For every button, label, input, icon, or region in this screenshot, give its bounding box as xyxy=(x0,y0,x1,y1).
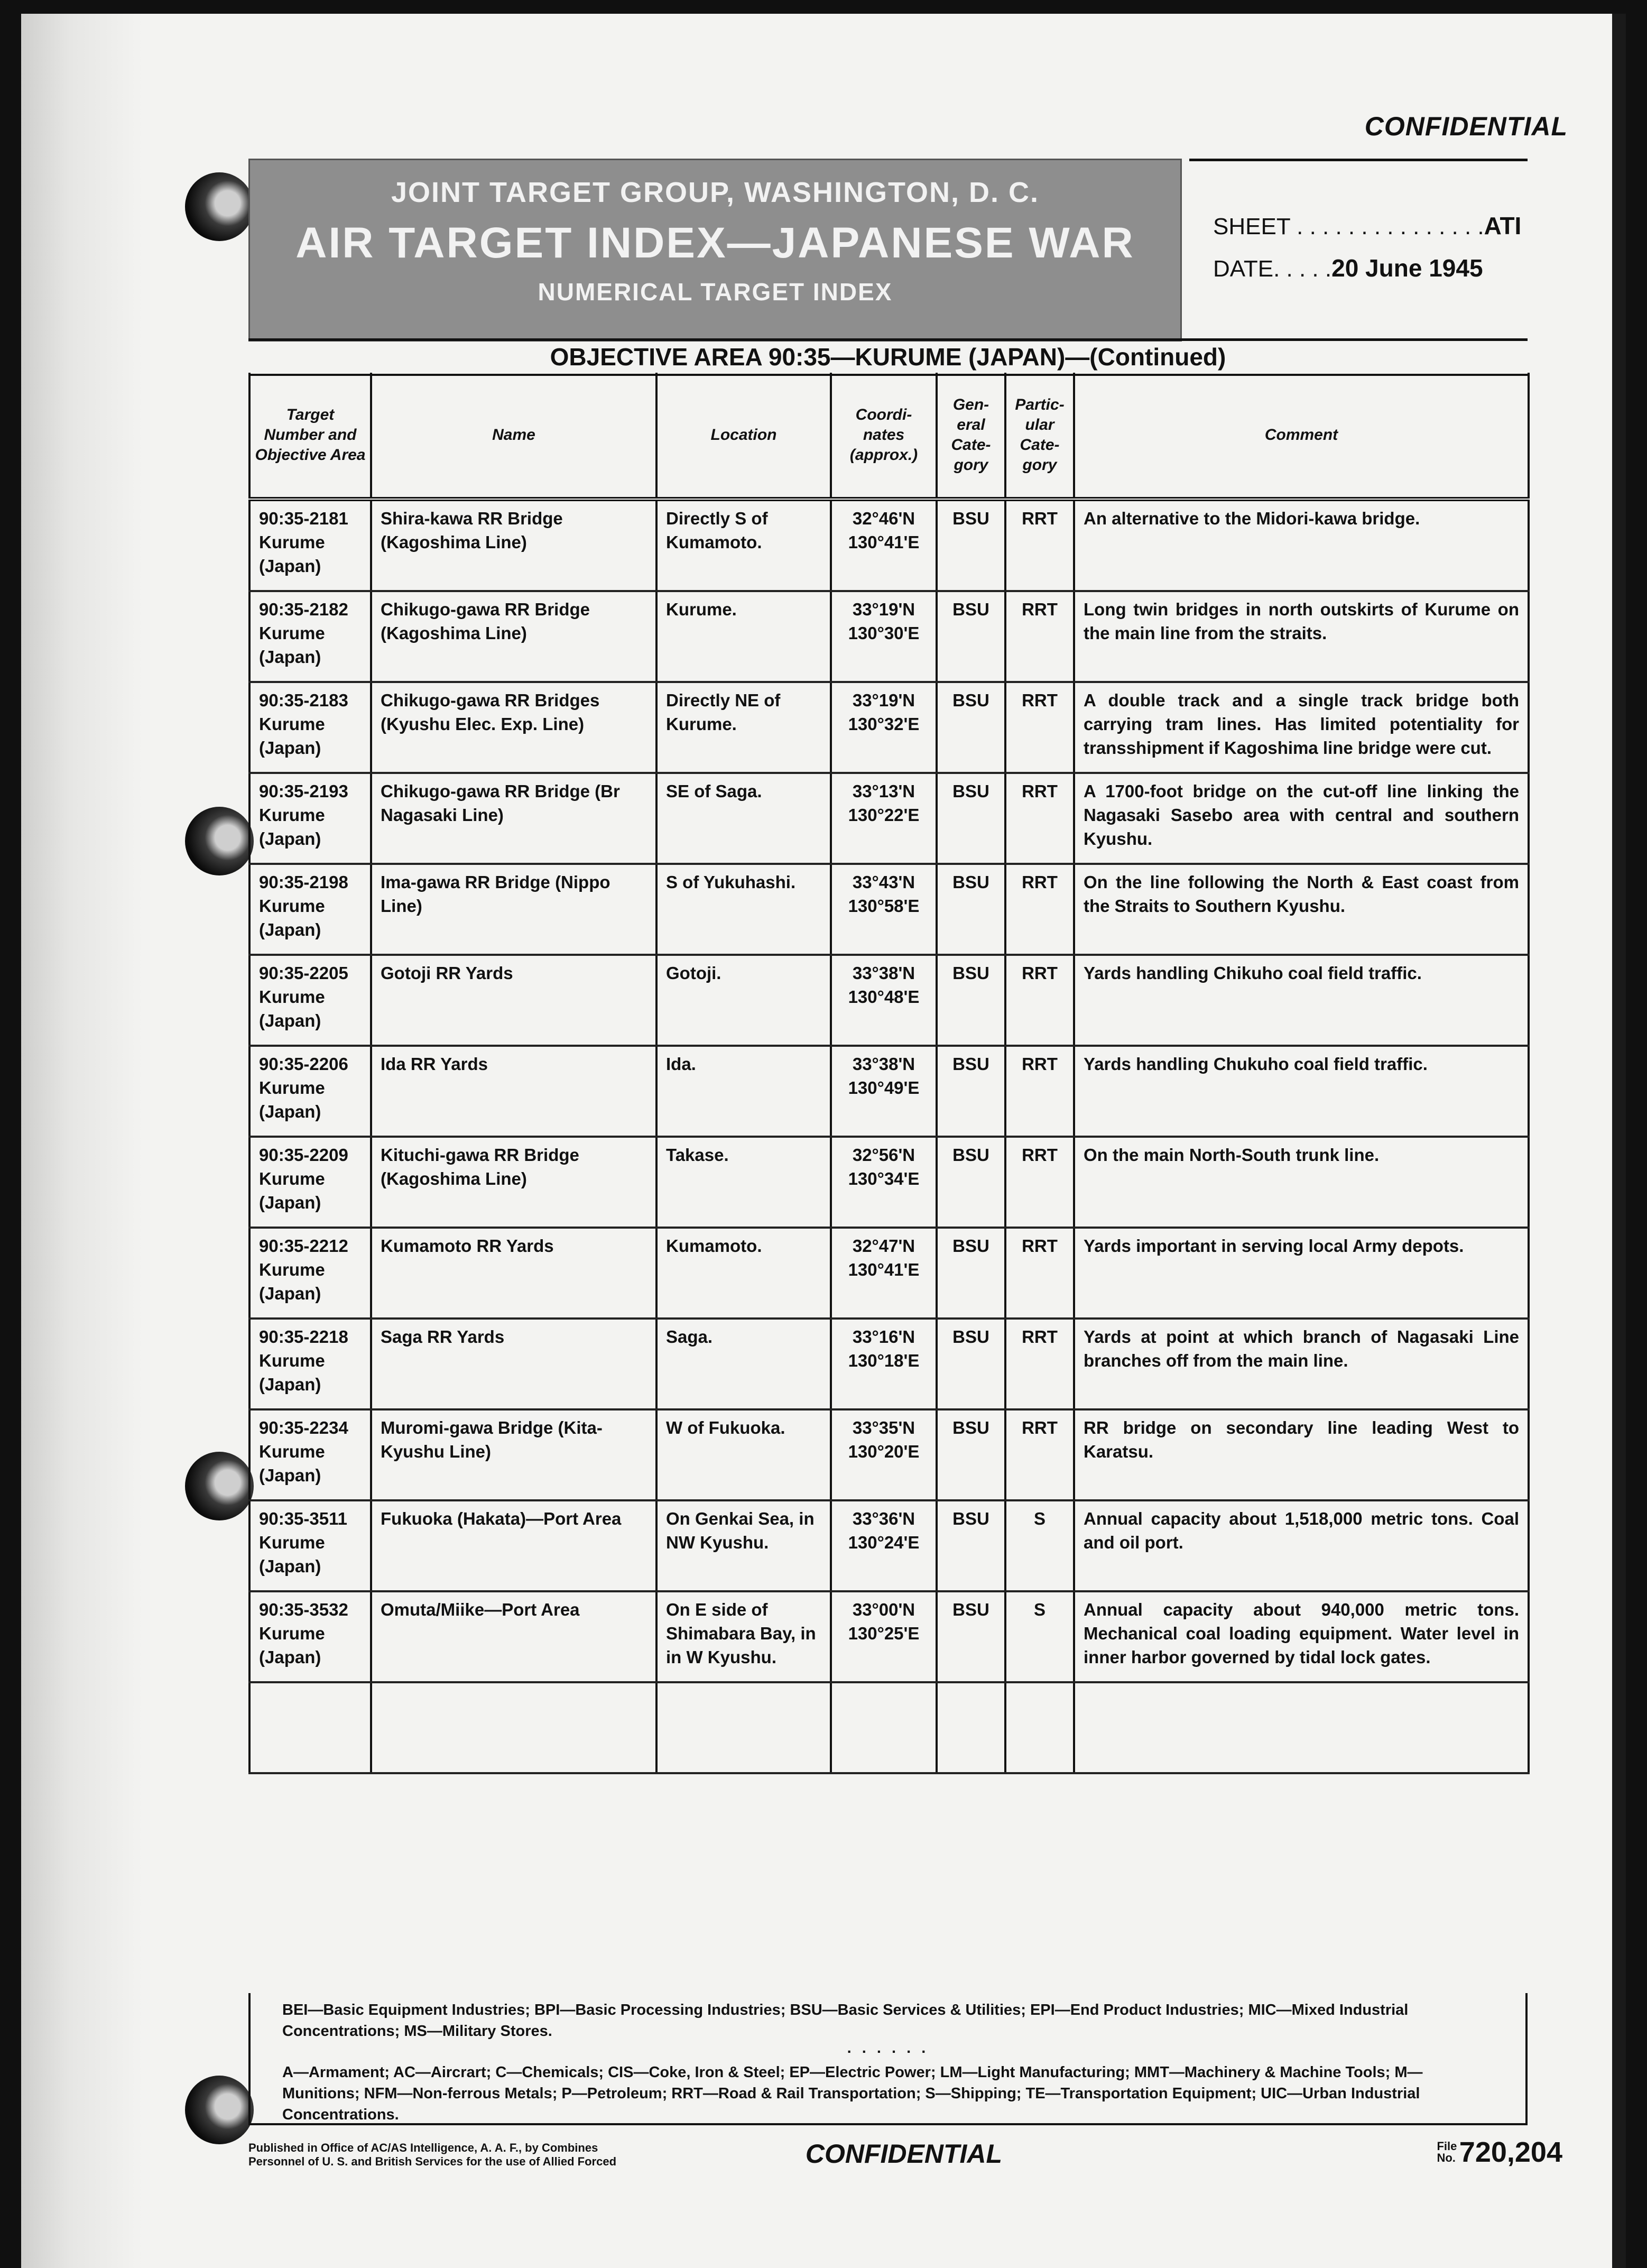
name-cell xyxy=(371,1591,656,1682)
cell-name: Chikugo-gawa RR Bridge (Kagoshima Line) xyxy=(381,600,590,643)
cell-target: 90:35-2234 xyxy=(259,1418,348,1437)
name-cell xyxy=(371,955,656,1046)
date-value: 20 June 1945 xyxy=(1331,254,1483,282)
cell-target: 90:35-2212 xyxy=(259,1236,348,1256)
cell-target: 90:35-2209 xyxy=(259,1145,348,1165)
table-row xyxy=(249,955,1529,1046)
cell-target: 90:35-2183 xyxy=(259,690,348,710)
cell-comment: Yards important in serving local Army depots. xyxy=(1084,1236,1464,1256)
cell-area: Kurume xyxy=(259,1169,325,1188)
cell-particular: RRT xyxy=(1022,1054,1058,1074)
name-cell xyxy=(371,682,656,773)
cell-comment: Annual capacity about 1,518,000 metric tons. Coal and oil port. xyxy=(1084,1509,1519,1552)
cell-comment: Yards at point at which branch of Nagasaki Line branches off from the main line. xyxy=(1084,1327,1519,1370)
target-number-cell xyxy=(249,1591,371,1682)
table-row xyxy=(249,1409,1529,1500)
cell-comment: RR bridge on secondary line leading West to Karatsu. xyxy=(1084,1418,1519,1461)
legend-particular: A—Armament; AC—Aircrart; C—Chemicals; CIS—Coke, Iron & Steel; EP—Electric Power; LM—Light Manufacturing; MMT—Machinery & Machine Tools; M—Munitions; NFM—Non-ferrous Metals; P—Petroleum; RRT—Road & Rail Transportation; S—Shipping; TE—Transportation Equipment; UIC—Urban Industrial Concentrations. xyxy=(282,2064,1423,2123)
location-cell xyxy=(656,499,831,591)
cell-location: On E side of Shimabara Bay, in in W Kyushu. xyxy=(666,1600,816,1667)
cell-target: 90:35-2181 xyxy=(259,509,348,528)
target-number-cell xyxy=(249,682,371,773)
col-header-comment: Comment xyxy=(1074,373,1529,499)
cell-lon: 130°18'E xyxy=(848,1351,920,1370)
cell-lat: 33°13'N xyxy=(852,781,915,801)
cell-general: BSU xyxy=(952,872,989,892)
cell-lon: 130°32'E xyxy=(848,714,920,734)
cell-location: Takase. xyxy=(666,1145,729,1165)
coordinates-cell xyxy=(831,682,937,773)
cell-particular: S xyxy=(1033,1600,1045,1619)
cell-area: Kurume xyxy=(259,714,325,734)
table-row xyxy=(249,773,1529,864)
cell-area: Kurume xyxy=(259,1078,325,1098)
cell-area: Kurume xyxy=(259,623,325,643)
target-number-cell xyxy=(249,1409,371,1500)
classification-bottom: CONFIDENTIAL xyxy=(805,2139,1003,2169)
cell-particular: RRT xyxy=(1022,1418,1058,1437)
cell-comment: Yards handling Chikuho coal field traffic. xyxy=(1084,963,1422,983)
cell-country: (Japan) xyxy=(259,647,321,667)
cell-lat: 33°43'N xyxy=(852,872,915,892)
cell-name: Muromi-gawa Bridge (Kita-Kyushu Line) xyxy=(381,1418,603,1461)
location-cell xyxy=(656,955,831,1046)
cell-area: Kurume xyxy=(259,1442,325,1461)
table-row xyxy=(249,1228,1529,1319)
cell-name: Kumamoto RR Yards xyxy=(381,1236,554,1256)
particular-category-cell xyxy=(1005,1500,1074,1591)
cell-name: Ima-gawa RR Bridge (Nippo Line) xyxy=(381,872,610,916)
cell-general: BSU xyxy=(952,1145,989,1165)
table-row xyxy=(249,591,1529,682)
cell-location: S of Yukuhashi. xyxy=(666,872,796,892)
objective-area-heading: OBJECTIVE AREA 90:35—KURUME (JAPAN)—(Continued) xyxy=(248,338,1528,376)
cell-lat: 33°16'N xyxy=(852,1327,915,1347)
comment-cell xyxy=(1074,1046,1529,1137)
table-row xyxy=(249,1319,1529,1409)
cell-area: Kurume xyxy=(259,1533,325,1552)
name-cell xyxy=(371,1228,656,1319)
cell-target: 90:35-2218 xyxy=(259,1327,348,1347)
blank-row xyxy=(249,1682,1529,1773)
particular-category-cell xyxy=(1005,591,1074,682)
coordinates-cell xyxy=(831,591,937,682)
cell-country: (Japan) xyxy=(259,1375,321,1394)
header-org: JOINT TARGET GROUP, WASHINGTON, D. C. xyxy=(391,177,1040,208)
cell-target: 90:35-2205 xyxy=(259,963,348,983)
particular-category-cell xyxy=(1005,1137,1074,1228)
particular-category-cell xyxy=(1005,773,1074,864)
punch-hole xyxy=(185,807,254,875)
cell-particular: S xyxy=(1033,1509,1045,1528)
general-category-cell xyxy=(937,1046,1005,1137)
cell-country: (Japan) xyxy=(259,1556,321,1576)
date-label: DATE. . . . . xyxy=(1213,256,1332,282)
general-category-cell xyxy=(937,591,1005,682)
file-label: File No. xyxy=(1437,2140,1457,2164)
cell-lat: 33°19'N xyxy=(852,690,915,710)
cell-name: Kituchi-gawa RR Bridge (Kagoshima Line) xyxy=(381,1145,579,1188)
legend-separator: . . . . . . xyxy=(847,2040,929,2057)
col-header-target: Target Number and Objective Area xyxy=(249,373,371,499)
cell-country: (Japan) xyxy=(259,1193,321,1212)
name-cell xyxy=(371,1137,656,1228)
location-cell xyxy=(656,1228,831,1319)
coordinates-cell xyxy=(831,1500,937,1591)
cell-general: BSU xyxy=(952,600,989,619)
particular-category-cell xyxy=(1005,1228,1074,1319)
comment-cell xyxy=(1074,591,1529,682)
particular-category-cell xyxy=(1005,864,1074,955)
cell-location: Saga. xyxy=(666,1327,713,1347)
name-cell xyxy=(371,1409,656,1500)
cell-target: 90:35-2193 xyxy=(259,781,348,801)
comment-cell xyxy=(1074,1319,1529,1409)
cell-particular: RRT xyxy=(1022,690,1058,710)
comment-cell xyxy=(1074,1228,1529,1319)
target-number-cell xyxy=(249,1046,371,1137)
particular-category-cell xyxy=(1005,1046,1074,1137)
cell-lon: 130°34'E xyxy=(848,1169,920,1188)
location-cell xyxy=(656,1319,831,1409)
cell-location: W of Fukuoka. xyxy=(666,1418,785,1437)
cell-country: (Japan) xyxy=(259,920,321,939)
cell-location: On Genkai Sea, in NW Kyushu. xyxy=(666,1509,815,1552)
location-cell xyxy=(656,591,831,682)
cell-country: (Japan) xyxy=(259,1647,321,1667)
cell-country: (Japan) xyxy=(259,1102,321,1121)
header-banner xyxy=(248,159,1182,342)
name-cell xyxy=(371,864,656,955)
target-number-cell xyxy=(249,1228,371,1319)
cell-particular: RRT xyxy=(1022,509,1058,528)
cell-general: BSU xyxy=(952,1600,989,1619)
comment-cell xyxy=(1074,1591,1529,1682)
legend-general: BEI—Basic Equipment Industries; BPI—Basic Processing Industries; BSU—Basic Services & Utilities; EPI—End Product Industries; MIC—Mixed Industrial Concentrations; MS—Military Stores. xyxy=(282,2002,1409,2040)
table-row xyxy=(249,499,1529,591)
cell-general: BSU xyxy=(952,1509,989,1528)
date-field xyxy=(1213,254,1483,282)
location-cell xyxy=(656,1591,831,1682)
general-category-cell xyxy=(937,1228,1005,1319)
coordinates-cell xyxy=(831,1591,937,1682)
cell-country: (Japan) xyxy=(259,556,321,576)
particular-category-cell xyxy=(1005,1319,1074,1409)
general-category-cell xyxy=(937,864,1005,955)
cell-area: Kurume xyxy=(259,987,325,1007)
cell-area: Kurume xyxy=(259,1260,325,1279)
cell-lat: 33°38'N xyxy=(852,1054,915,1074)
comment-cell xyxy=(1074,682,1529,773)
cell-area: Kurume xyxy=(259,896,325,916)
publisher-note xyxy=(248,2141,616,2169)
cell-lat: 33°38'N xyxy=(852,963,915,983)
target-number-cell xyxy=(249,591,371,682)
general-category-cell xyxy=(937,499,1005,591)
general-category-cell xyxy=(937,773,1005,864)
cell-general: BSU xyxy=(952,690,989,710)
col-header-location: Location xyxy=(656,373,831,499)
punch-hole xyxy=(185,1452,254,1520)
cell-area: Kurume xyxy=(259,1624,325,1643)
cell-general: BSU xyxy=(952,1054,989,1074)
cell-general: BSU xyxy=(952,963,989,983)
cell-particular: RRT xyxy=(1022,1327,1058,1347)
target-number-cell xyxy=(249,1137,371,1228)
col-header-particular: Partic- ular Cate- gory xyxy=(1005,373,1074,499)
cell-particular: RRT xyxy=(1022,872,1058,892)
general-category-cell xyxy=(937,1409,1005,1500)
cell-location: SE of Saga. xyxy=(666,781,762,801)
cell-general: BSU xyxy=(952,781,989,801)
cell-comment: On the main North-South trunk line. xyxy=(1084,1145,1380,1165)
col-header-general: Gen- eral Cate- gory xyxy=(937,373,1005,499)
name-cell xyxy=(371,1319,656,1409)
cell-lon: 130°58'E xyxy=(848,896,920,916)
sheet-date-block xyxy=(1189,159,1528,341)
cell-country: (Japan) xyxy=(259,1284,321,1303)
cell-lat: 33°35'N xyxy=(852,1418,915,1437)
coordinates-cell xyxy=(831,1319,937,1409)
location-cell xyxy=(656,1137,831,1228)
general-category-cell xyxy=(937,955,1005,1046)
cell-location: Directly NE of Kurume. xyxy=(666,690,781,734)
general-category-cell xyxy=(937,1591,1005,1682)
cell-particular: RRT xyxy=(1022,1145,1058,1165)
comment-cell xyxy=(1074,499,1529,591)
cell-particular: RRT xyxy=(1022,600,1058,619)
general-category-cell xyxy=(937,1319,1005,1409)
cell-lat: 32°56'N xyxy=(852,1145,915,1165)
target-number-cell xyxy=(249,1319,371,1409)
cell-country: (Japan) xyxy=(259,1011,321,1030)
cell-lat: 32°47'N xyxy=(852,1236,915,1256)
cell-country: (Japan) xyxy=(259,829,321,849)
cell-country: (Japan) xyxy=(259,1465,321,1485)
name-cell xyxy=(371,1046,656,1137)
cell-particular: RRT xyxy=(1022,963,1058,983)
coordinates-cell xyxy=(831,1228,937,1319)
cell-name: Shira-kawa RR Bridge (Kagoshima Line) xyxy=(381,509,563,552)
cell-name: Chikugo-gawa RR Bridges (Kyushu Elec. Exp. Line) xyxy=(381,690,600,734)
punch-hole xyxy=(185,172,254,241)
cell-comment: An alternative to the Midori-kawa bridge. xyxy=(1084,509,1420,528)
location-cell xyxy=(656,1500,831,1591)
name-cell xyxy=(371,499,656,591)
table-row xyxy=(249,864,1529,955)
cell-name: Saga RR Yards xyxy=(381,1327,505,1347)
comment-cell xyxy=(1074,955,1529,1046)
cell-lon: 130°24'E xyxy=(848,1533,920,1552)
name-cell xyxy=(371,773,656,864)
cell-general: BSU xyxy=(952,1327,989,1347)
cell-name: Fukuoka (Hakata)—Port Area xyxy=(381,1509,622,1528)
coordinates-cell xyxy=(831,1046,937,1137)
target-number-cell xyxy=(249,1500,371,1591)
cell-lon: 130°25'E xyxy=(848,1624,920,1643)
cell-name: Ida RR Yards xyxy=(381,1054,488,1074)
coordinates-cell xyxy=(831,773,937,864)
comment-cell xyxy=(1074,773,1529,864)
general-category-cell xyxy=(937,1137,1005,1228)
cell-comment: A double track and a single track bridge both carrying tram lines. Has limited potentiality for transshipment if Kagoshima line bridge were cut. xyxy=(1084,690,1519,758)
general-category-cell xyxy=(937,1500,1005,1591)
particular-category-cell xyxy=(1005,682,1074,773)
cell-general: BSU xyxy=(952,509,989,528)
punch-hole xyxy=(185,2076,254,2144)
binding-shadow xyxy=(21,14,143,2268)
sheet-label: SHEET . . . . . . . . . . . . . . . xyxy=(1213,214,1484,239)
table-row xyxy=(249,1591,1529,1682)
coordinates-cell xyxy=(831,864,937,955)
table-row xyxy=(249,1500,1529,1591)
cell-lon: 130°48'E xyxy=(848,987,920,1007)
category-legend xyxy=(248,1993,1528,2125)
sheet-value: ATI xyxy=(1484,212,1522,239)
coordinates-cell xyxy=(831,955,937,1046)
target-number-cell xyxy=(249,499,371,591)
publisher-line-1: Published in Office of AC/AS Intelligence, A. A. F., by Combines xyxy=(248,2141,598,2154)
cell-target: 90:35-2206 xyxy=(259,1054,348,1074)
cell-location: Kurume. xyxy=(666,600,737,619)
cell-comment: On the line following the North & East coast from the Straits to Southern Kyushu. xyxy=(1084,872,1519,916)
particular-category-cell xyxy=(1005,1409,1074,1500)
page-edge xyxy=(1612,14,1626,2268)
cell-name: Gotoji RR Yards xyxy=(381,963,513,983)
cell-comment: Yards handling Chukuho coal field traffic. xyxy=(1084,1054,1428,1074)
cell-location: Kumamoto. xyxy=(666,1236,762,1256)
general-category-cell xyxy=(937,682,1005,773)
cell-name: Omuta/Miike—Port Area xyxy=(381,1600,580,1619)
cell-target: 90:35-3511 xyxy=(259,1509,347,1528)
cell-particular: RRT xyxy=(1022,1236,1058,1256)
header-title: AIR TARGET INDEX—JAPANESE WAR xyxy=(295,219,1135,267)
file-number-value: 720,204 xyxy=(1459,2136,1562,2168)
cell-target: 90:35-2182 xyxy=(259,600,348,619)
cell-target: 90:35-3532 xyxy=(259,1600,348,1619)
particular-category-cell xyxy=(1005,955,1074,1046)
publisher-line-2: Personnel of U. S. and British Services for the use of Allied Forced xyxy=(248,2155,617,2168)
cell-lon: 130°30'E xyxy=(848,623,920,643)
location-cell xyxy=(656,773,831,864)
comment-cell xyxy=(1074,1500,1529,1591)
name-cell xyxy=(371,591,656,682)
cell-area: Kurume xyxy=(259,805,325,825)
comment-cell xyxy=(1074,1409,1529,1500)
target-number-cell xyxy=(249,955,371,1046)
target-number-cell xyxy=(249,864,371,955)
cell-lat: 33°36'N xyxy=(852,1509,915,1528)
table-row xyxy=(249,1046,1529,1137)
cell-target: 90:35-2198 xyxy=(259,872,348,892)
cell-particular: RRT xyxy=(1022,781,1058,801)
cell-area: Kurume xyxy=(259,532,325,552)
location-cell xyxy=(656,864,831,955)
cell-lat: 33°19'N xyxy=(852,600,915,619)
location-cell xyxy=(656,682,831,773)
comment-cell xyxy=(1074,864,1529,955)
table-row xyxy=(249,1137,1529,1228)
cell-location: Directly S of Kumamoto. xyxy=(666,509,768,552)
cell-general: BSU xyxy=(952,1236,989,1256)
cell-comment: A 1700-foot bridge on the cut-off line linking the Nagasaki Sasebo area with central and southern Kyushu. xyxy=(1084,781,1519,849)
col-header-coords: Coordi- nates (approx.) xyxy=(831,373,937,499)
cell-name: Chikugo-gawa RR Bridge (Br Nagasaki Line) xyxy=(381,781,620,825)
table-row xyxy=(249,682,1529,773)
particular-category-cell xyxy=(1005,1591,1074,1682)
coordinates-cell xyxy=(831,1409,937,1500)
cell-lat: 32°46'N xyxy=(852,509,915,528)
cell-lon: 130°20'E xyxy=(848,1442,920,1461)
cell-country: (Japan) xyxy=(259,738,321,758)
cell-location: Gotoji. xyxy=(666,963,721,983)
header-subtitle: NUMERICAL TARGET INDEX xyxy=(538,278,893,306)
location-cell xyxy=(656,1409,831,1500)
cell-lon: 130°41'E xyxy=(848,1260,920,1279)
classification-top: CONFIDENTIAL xyxy=(1364,112,1568,141)
file-number xyxy=(1437,2136,1562,2169)
coordinates-cell xyxy=(831,499,937,591)
sheet-field xyxy=(1213,211,1521,240)
coordinates-cell xyxy=(831,1137,937,1228)
cell-area: Kurume xyxy=(259,1351,325,1370)
particular-category-cell xyxy=(1005,499,1074,591)
target-number-cell xyxy=(249,773,371,864)
location-cell xyxy=(656,1046,831,1137)
cell-location: Ida. xyxy=(666,1054,696,1074)
cell-lon: 130°41'E xyxy=(848,532,920,552)
target-table xyxy=(248,373,1530,1774)
cell-comment: Long twin bridges in north outskirts of Kurume on the main line from the straits. xyxy=(1084,600,1519,643)
table-header-row xyxy=(249,373,1529,499)
name-cell xyxy=(371,1500,656,1591)
cell-lon: 130°22'E xyxy=(848,805,920,825)
cell-lon: 130°49'E xyxy=(848,1078,920,1098)
comment-cell xyxy=(1074,1137,1529,1228)
cell-lat: 33°00'N xyxy=(852,1600,915,1619)
cell-general: BSU xyxy=(952,1418,989,1437)
col-header-name: Name xyxy=(371,373,656,499)
cell-comment: Annual capacity about 940,000 metric tons. Mechanical coal loading equipment. Water level in inner harbor governed by tidal lock gates. xyxy=(1084,1600,1519,1667)
